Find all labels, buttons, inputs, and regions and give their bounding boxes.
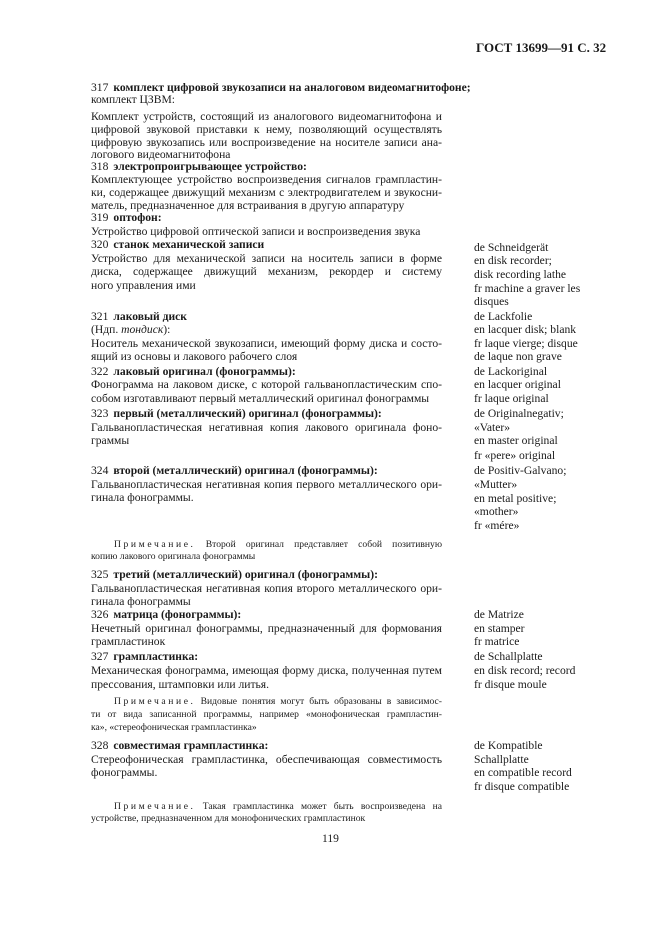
definition-line: Механическая фонограмма, имеющая форму диска, полученная путем xyxy=(91,664,442,677)
definition-line: собом изготавливают первый металлический оригинал фонограммы xyxy=(91,392,430,405)
foreign-equivalent: disques xyxy=(474,295,509,308)
term-title: станок механической записи xyxy=(113,238,265,251)
foreign-equivalent: disk recording lathe xyxy=(474,268,567,281)
definition-line: цифровую звукозапись или воспроизведение на носителе записи ана- xyxy=(91,136,442,149)
term-title: совместимая грампластинка: xyxy=(113,739,269,752)
term-title: первый (металлический) оригинал (фонограммы): xyxy=(113,407,382,420)
term-heading xyxy=(91,211,442,224)
term-title: грампластинка: xyxy=(113,650,199,663)
foreign-equivalent: «Vater» xyxy=(474,421,511,434)
definition-line: Комплект устройств, состоящий из аналогового видеомагнитофона и xyxy=(91,110,442,123)
term-title: комплект цифровой звукозаписи на аналоговом видеомагнитофоне; xyxy=(113,81,471,94)
definition-line: Гальванопластическая негативная копия первого металлического ори- xyxy=(91,478,442,491)
definition-line: гинала фонограммы. xyxy=(91,491,194,504)
term-heading xyxy=(91,608,442,621)
foreign-equivalent: de Positiv-Galvano; xyxy=(474,464,567,477)
foreign-equivalent: en master original xyxy=(474,434,558,447)
foreign-equivalent: en lacquer original xyxy=(474,378,561,391)
note-text: Такая грампластинка может быть воспроизведена на xyxy=(202,801,442,812)
foreign-equivalent: fr matrice xyxy=(474,635,520,648)
term-heading xyxy=(91,568,442,581)
term-number: 324 xyxy=(91,464,109,477)
foreign-equivalent: fr «mére» xyxy=(474,519,520,532)
foreign-equivalent: en disk record; record xyxy=(474,664,576,677)
definition-line: фонограммы. xyxy=(91,766,158,779)
definition-line: логового видеомагнитофона xyxy=(91,148,231,161)
term-number: 317 xyxy=(91,81,109,94)
term-number: 325 xyxy=(91,568,109,581)
text: ): xyxy=(163,323,171,336)
definition-line: Гальванопластическая негативная копия второго металлического ори- xyxy=(91,582,442,595)
document-header: ГОСТ 13699—91 С. 32 xyxy=(476,40,607,55)
foreign-equivalent: de Lackoriginal xyxy=(474,365,548,378)
term-heading xyxy=(91,238,442,251)
foreign-equivalent: fr «pere» original xyxy=(474,449,556,462)
foreign-equivalent: en metal positive; xyxy=(474,492,557,505)
foreign-equivalent: fr laque vierge; disque xyxy=(474,337,578,350)
foreign-equivalent: de Lackfolie xyxy=(474,310,533,323)
foreign-equivalent: en lacquer disk; blank xyxy=(474,323,577,336)
term-number: 322 xyxy=(91,365,109,378)
note-label: Примечание. xyxy=(114,539,196,550)
foreign-equivalent: en disk recorder; xyxy=(474,254,552,267)
note-line: копию лакового оригинала фонограммы xyxy=(91,551,256,562)
term-synonym-line xyxy=(91,323,442,336)
term-number: 318 xyxy=(91,160,109,173)
definition-line: ного управления ими xyxy=(91,279,196,292)
foreign-equivalent: en compatible record xyxy=(474,766,572,779)
foreign-equivalent: «Mutter» xyxy=(474,478,518,491)
definition-line: гинала фонограммы xyxy=(91,595,191,608)
term-heading xyxy=(91,650,442,663)
text: (Ндп. xyxy=(91,323,122,336)
term-title: лаковый диск xyxy=(113,310,187,323)
term-title: оптофон: xyxy=(113,211,162,224)
foreign-equivalent: de Matrize xyxy=(474,608,524,621)
term-title: матрица (фонограммы): xyxy=(113,608,242,621)
note-text: Второй оригинал представляет собой позитивную xyxy=(205,539,442,550)
term-number: 321 xyxy=(91,310,109,323)
term-heading xyxy=(91,407,442,420)
term-title: электропроигрывающее устройство: xyxy=(113,160,307,173)
note-line: ти от вида записанной программы, например «монофоническая грампластин- xyxy=(91,709,442,720)
foreign-equivalent: de Schallplatte xyxy=(474,650,543,663)
term-title: лаковый оригинал (фонограммы): xyxy=(113,365,296,378)
foreign-equivalent: fr laque original xyxy=(474,392,549,405)
note-line xyxy=(114,695,442,708)
page-number: 119 xyxy=(322,832,339,845)
definition-line: Устройство для механической записи на носитель записи в форме xyxy=(91,252,442,265)
note-label: Примечание. xyxy=(114,801,196,812)
definition-line: прессования, штамповки или литья. xyxy=(91,678,270,691)
note-text: Видовые понятия могут быть образованы в зависимос- xyxy=(200,696,442,707)
term-heading xyxy=(91,464,442,477)
definition-line: Фонограмма на лаковом диске, с которой гальванопластическим спо- xyxy=(91,378,442,391)
term-heading xyxy=(91,310,442,323)
foreign-equivalent: de Originalnegativ; xyxy=(474,407,564,420)
definition-line: Стереофоническая грампластинка, обеспечивающая совместимость xyxy=(91,753,442,766)
note-line: устройстве, предназначенном для монофонических грампластинок xyxy=(91,813,366,824)
foreign-equivalent: de laque non grave xyxy=(474,350,562,363)
term-title: второй (металлический) оригинал (фонограммы): xyxy=(113,464,378,477)
deprecated-term: тондиск xyxy=(121,323,164,336)
foreign-equivalent: fr machine a graver les xyxy=(474,282,581,295)
foreign-equivalent: de Schneidgerät xyxy=(474,241,549,254)
definition-line: комплект ЦЗВМ: xyxy=(91,93,175,106)
definition-line: Устройство цифровой оптической записи и воспроизведения звука xyxy=(91,225,421,238)
definition-line: граммы xyxy=(91,434,130,447)
definition-line: диска, содержащее движущий механизм, рекордер и систему xyxy=(91,265,442,278)
definition-line: матель, предназначенное для встраивания в другую аппаратуру xyxy=(91,199,405,212)
term-number: 319 xyxy=(91,211,109,224)
definition-line: Нечетный оригинал фонограммы, предназначенный для формования xyxy=(91,622,442,635)
definition-line: ящий из основы и лакового рабочего слоя xyxy=(91,350,298,363)
term-title: третий (металлический) оригинал (фонограммы): xyxy=(113,568,378,581)
term-heading xyxy=(91,365,442,378)
term-number: 328 xyxy=(91,739,109,752)
foreign-equivalent: en stamper xyxy=(474,622,525,635)
definition-line: Комплектующее устройство воспроизведения сигналов грампластин- xyxy=(91,173,442,186)
term-number: 327 xyxy=(91,650,109,663)
note-line: ка», «стереофоническая грампластинка» xyxy=(91,722,257,733)
definition-line: Гальванопластическая негативная копия лакового оригинала фоно- xyxy=(91,421,442,434)
definition-line: ки, содержащее движущий механизм с электродвигателем и звукосни- xyxy=(91,186,442,199)
term-number: 323 xyxy=(91,407,109,420)
foreign-equivalent: «mother» xyxy=(474,505,519,518)
foreign-equivalent: de Kompatible xyxy=(474,739,543,752)
definition-line: грампластинок xyxy=(91,635,166,648)
foreign-equivalent: fr disque moule xyxy=(474,678,547,691)
foreign-equivalent: fr disque compatible xyxy=(474,780,570,793)
foreign-equivalent: Schallplatte xyxy=(474,753,529,766)
definition-line: Носитель механической звукозаписи, имеющий форму диска и состо- xyxy=(91,337,442,350)
term-number: 326 xyxy=(91,608,109,621)
term-heading xyxy=(91,160,442,173)
term-number: 320 xyxy=(91,238,109,251)
note-label: Примечание. xyxy=(114,696,196,707)
term-heading xyxy=(91,739,442,752)
definition-line: цифровой звуковой приставки к нему, позволяющий осуществлять xyxy=(91,123,442,136)
